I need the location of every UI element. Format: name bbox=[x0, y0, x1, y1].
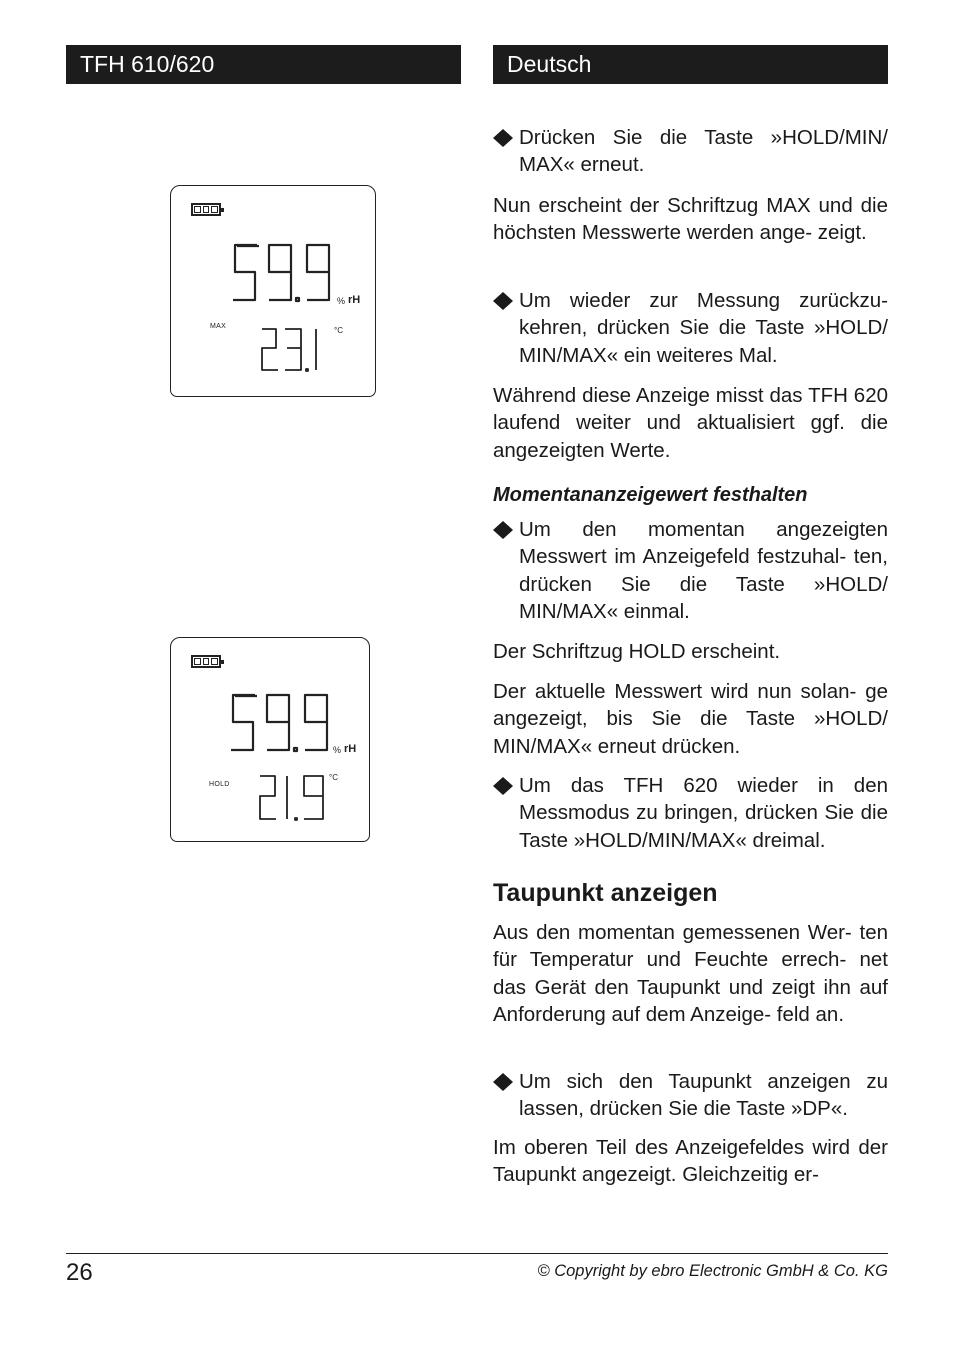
bullet-text: Um wieder zur Messung zurückzu- kehren, drücken Sie die Taste »HOLD/ MIN/MAX« ein weiteres Mal. bbox=[519, 289, 888, 367]
paragraph-dewpoint-shown: Im oberen Teil des Anzeigefeldes wird der Taupunkt angezeigt. Gleichzeitig er- bbox=[493, 1136, 888, 1187]
secondary-value-segments bbox=[259, 326, 321, 376]
copyright-notice: © Copyright by ebro Electronic GmbH & Co. KG bbox=[537, 1262, 888, 1280]
subheading-hold-value: Momentananzeigewert festhalten bbox=[493, 484, 808, 506]
header-language: Deutsch bbox=[493, 45, 888, 84]
diamond-bullet-icon bbox=[493, 129, 513, 147]
paragraph-continuous-measure: Während diese Anzeige misst das TFH 620 laufend weiter und aktualisiert ggf. die angezeigten Werte. bbox=[493, 384, 888, 462]
paragraph-dewpoint-calc: Aus den momentan gemessenen Wer- ten für Temperatur und Feuchte errech- net das Gerät den Taupunkt und zeigt ihn auf Anforderung auf dem Anzeige- feld an. bbox=[493, 921, 888, 1026]
bullet-press-three-times bbox=[493, 772, 888, 854]
bullet-press-dp bbox=[493, 1068, 888, 1123]
max-label: MAX bbox=[210, 323, 227, 330]
bullet-text: Um sich den Taupunkt anzeigen zu lassen, drücken Sie die Taste »DP«. bbox=[519, 1070, 888, 1121]
battery-icon bbox=[191, 655, 221, 668]
rh-unit: rH bbox=[348, 294, 361, 306]
paragraph-hold-appears: Der Schriftzug HOLD erscheint. bbox=[493, 640, 781, 663]
bullet-text: Um das TFH 620 wieder in den Messmodus zu bringen, drücken Sie die Taste »HOLD/MIN/MAX« dreimal. bbox=[519, 774, 888, 852]
bullet-return-measure bbox=[493, 287, 888, 369]
percent-unit: % bbox=[337, 296, 346, 306]
bullet-press-again bbox=[493, 124, 888, 179]
celsius-unit: °C bbox=[329, 773, 338, 782]
hold-label: HOLD bbox=[209, 781, 230, 788]
diamond-bullet-icon bbox=[493, 1073, 513, 1091]
paragraph-value-held: Der aktuelle Messwert wird nun solan- ge angezeigt, bis Sie die Taste »HOLD/ MIN/MAX« erneut drücken. bbox=[493, 680, 888, 758]
rh-unit: rH bbox=[344, 743, 357, 755]
bullet-hold-once bbox=[493, 516, 888, 625]
lcd-display-max bbox=[170, 185, 376, 397]
section-heading-dewpoint: Taupunkt anzeigen bbox=[493, 879, 718, 907]
lcd-display-hold bbox=[170, 637, 370, 842]
celsius-unit: °C bbox=[334, 326, 343, 335]
diamond-bullet-icon bbox=[493, 777, 513, 795]
page-number: 26 bbox=[66, 1259, 93, 1286]
percent-unit: % bbox=[333, 745, 342, 755]
paragraph-max-shown: Nun erscheint der Schriftzug MAX und die höchsten Messwerte werden ange- zeigt. bbox=[493, 194, 888, 245]
header-left-title: TFH 610/620 bbox=[66, 45, 461, 84]
bullet-text: Um den momentan angezeigten Messwert im Anzeigefeld festzuhal- ten, drücken Sie die Taste »HOLD/ MIN/MAX« einmal. bbox=[519, 518, 888, 623]
battery-icon bbox=[191, 203, 221, 216]
diamond-bullet-icon bbox=[493, 521, 513, 539]
bullet-text: Drücken Sie die Taste »HOLD/MIN/ MAX« erneut. bbox=[519, 126, 888, 177]
main-value-segments bbox=[227, 692, 335, 756]
secondary-value-segments bbox=[257, 773, 329, 825]
footer-divider bbox=[66, 1253, 888, 1254]
main-value-segments bbox=[229, 242, 337, 306]
diamond-bullet-icon bbox=[493, 292, 513, 310]
